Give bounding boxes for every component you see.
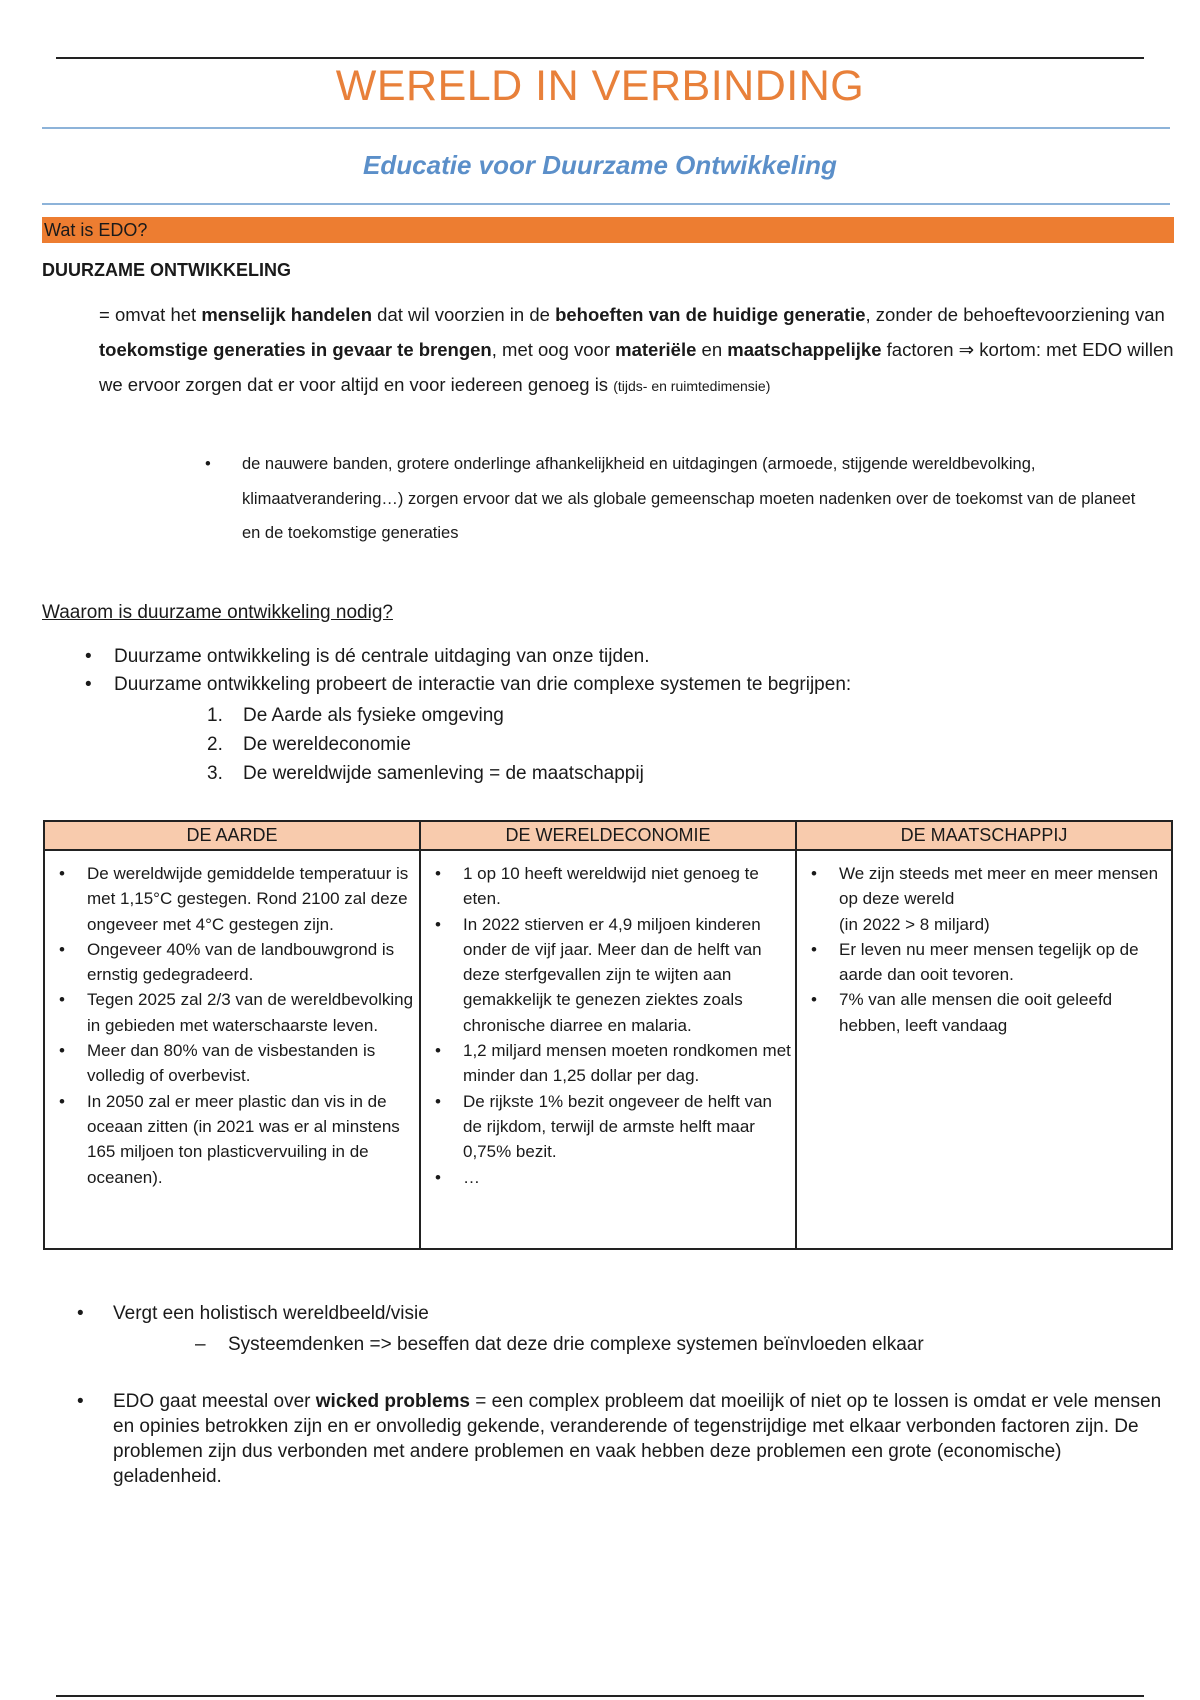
page-subtitle: Educatie voor Duurzame Ontwikkeling	[363, 150, 837, 180]
list-item: • In 2022 stierven er 4,9 miljoen kinderen onder de vijf jaar. Meer dan de helft van deze sterfgevallen zijn te wijten aan gemakkelijk te genezen ziektes zoals chronische diarree en malaria.	[427, 912, 791, 1038]
list-item: • Meer dan 80% van de visbestanden is volledig of overbevist.	[51, 1038, 415, 1089]
dash-icon: –	[195, 1334, 206, 1355]
section-header: Wat is EDO?	[42, 217, 1174, 243]
cell-aarde	[44, 850, 420, 1249]
bullet-icon: •	[85, 674, 92, 695]
page-title: WERELD IN VERBINDING	[335, 62, 865, 110]
column-header-wereldeconomie: DE WERELDECONOMIE	[420, 821, 796, 850]
title-divider	[42, 127, 1170, 129]
list-item: • Ongeveer 40% van de landbouwgrond is ernstig gedegradeerd.	[51, 937, 415, 988]
heading-duurzame-ontwikkeling: DUURZAME ONTWIKKELING	[42, 260, 291, 280]
bullet-icon: •	[77, 1391, 84, 1412]
list-item: • De rijkste 1% bezit ongeveer de helft van de rijkdom, terwijl de armste helft maar 0,75% bezit.	[427, 1089, 791, 1165]
list-item: • 1 op 10 heeft wereldwijd niet genoeg te eten.	[427, 861, 791, 912]
list-item: • De wereldwijde gemiddelde temperatuur is met 1,15°C gestegen. Rond 2100 zal deze ongeveer met 4°C gestegen zijn.	[51, 861, 415, 937]
list-item: • Er leven nu meer mensen tegelijk op de aarde dan ooit tevoren.	[803, 937, 1167, 988]
list-item: • Tegen 2025 zal 2/3 van de wereldbevolking in gebieden met waterschaarste leven.	[51, 987, 415, 1038]
list-item: • We zijn steeds met meer en meer mensen op deze wereld (in 2022 > 8 miljard)	[803, 861, 1167, 937]
definition-paragraph: = omvat het menselijk handelen dat wil voorzien in de behoeften van de huidige generatie, zonder de behoeftevoorziening van toekomstige generaties in gevaar te brengen, met oog voor materiële en maatschappelijke factoren ⇒ kortom: met EDO willen we ervoor zorgen dat er voor altijd en voor iedereen genoeg is (tijds- en ruimtedimensie)	[99, 304, 1174, 395]
cell-wereldeconomie	[420, 850, 796, 1249]
subtitle-divider	[42, 203, 1170, 205]
list-item: • 1,2 miljard mensen moeten rondkomen met minder dan 1,25 dollar per dag.	[427, 1038, 791, 1089]
cell-maatschappij	[796, 850, 1172, 1249]
column-header-maatschappij: DE MAATSCHAPPIJ	[796, 821, 1172, 850]
list-item: • 7% van alle mensen die ooit geleefd hebben, leeft vandaag	[803, 987, 1167, 1038]
heading-waarom: Waarom is duurzame ontwikkeling nodig?	[42, 602, 393, 623]
list-item: • …	[427, 1165, 791, 1190]
bullet-icon: •	[77, 1303, 84, 1324]
systems-table	[43, 820, 1173, 1250]
bottom-rule	[56, 1695, 1144, 1697]
bullet-icon: •	[85, 646, 92, 667]
bullet-icon: •	[205, 455, 211, 473]
list-item: • In 2050 zal er meer plastic dan vis in de oceaan zitten (in 2021 was er al minstens 165 miljoen ton plasticvervuiling in de oceanen).	[51, 1089, 415, 1190]
context-bullet: • de nauwere banden, grotere onderlinge afhankelijkheid en uitdagingen (armoede, stijgende wereldbevolking, klimaatverandering…) zorgen ervoor dat we als globale gemeenschap moeten nadenken over de toekomst van de planeet en de toekomstige generaties	[242, 447, 1157, 551]
column-header-aarde: DE AARDE	[44, 821, 420, 850]
